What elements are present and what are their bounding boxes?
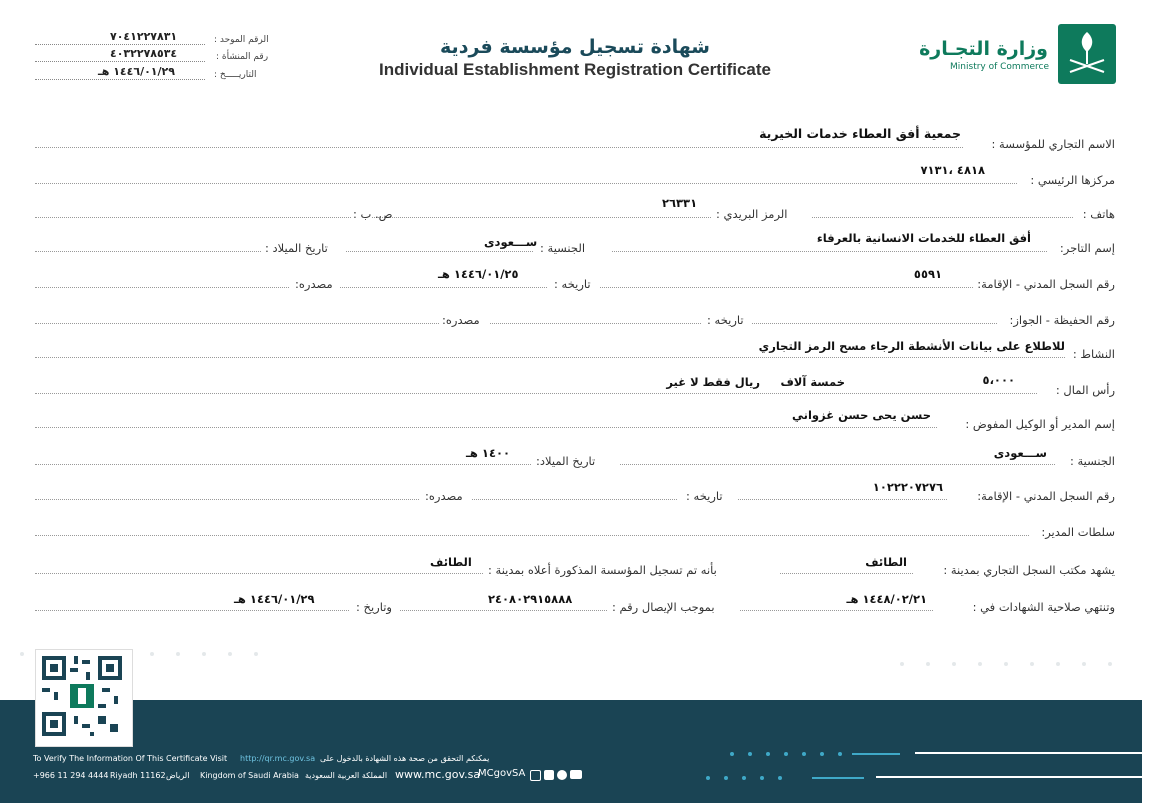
dotted-line (35, 287, 289, 288)
dotted-line (35, 323, 439, 324)
manager-value: حسن يحى حسن غزواني (792, 408, 931, 422)
footer-city-en: Riyadh 11162 (110, 771, 166, 780)
manager-birth-value: ١٤٠٠ هـ (466, 446, 510, 460)
dotted-line (35, 357, 1065, 358)
dotted-line (35, 464, 531, 465)
dotted-line (812, 217, 1073, 218)
receipt-date-value: ١٤٤٦/٠١/٢٩ هـ (234, 592, 315, 606)
dotted-line (35, 44, 205, 45)
footer-decorative-line (876, 776, 1142, 778)
dotted-line (35, 610, 349, 611)
footer-decorative-line (852, 753, 900, 755)
manager-civil-source-label: مصدره: (425, 489, 463, 503)
civil-registry-value: ٥٥٩١ (913, 267, 942, 281)
phone-label: هاتف : (1082, 207, 1115, 221)
merchant-value: أفق العطاء للخدمات الانسانية بالعرفاء (816, 231, 1031, 245)
twitter-icon[interactable] (557, 770, 567, 780)
dotted-line (35, 61, 205, 62)
dotted-line (740, 610, 933, 611)
civil-registry-label: رقم السجل المدني - الإقامة: (977, 277, 1115, 291)
establishment-number-label: رقم المنشأة : (216, 52, 269, 62)
expiry-value: ١٤٤٨/٠٢/٢١ هـ (846, 592, 927, 606)
saudi-emblem-icon (1058, 24, 1116, 84)
passport-label: رقم الحفيظة - الجواز: (1009, 313, 1115, 327)
passport-source-label: مصدره: (442, 313, 480, 327)
dotted-line (738, 499, 947, 500)
dotted-line (400, 610, 607, 611)
dotted-line (620, 464, 1055, 465)
footer-social-handle[interactable]: MCgovSA (478, 768, 526, 779)
footer-city-ar: الرياض (166, 771, 190, 780)
trade-name-value: جمعية أفق العطاء خدمات الخيرية (759, 126, 961, 141)
dotted-line (780, 573, 913, 574)
establishment-number-value: ٤٠٣٢٢٧٨٥٣٤ (110, 47, 178, 60)
registered-value: الطائف (430, 555, 472, 569)
nationality-label: الجنسية : (540, 241, 586, 255)
dotted-line (35, 573, 483, 574)
civil-source-label: مصدره: (295, 277, 333, 291)
capital-words: خمسة آلاف (780, 375, 845, 389)
instagram-icon[interactable] (530, 770, 541, 781)
merchant-label: إسم التاجر: (1059, 241, 1115, 255)
dotted-line (35, 499, 419, 500)
manager-civil-value: ١٠٢٢٢٠٧٢٧٦ (872, 480, 943, 494)
postal-code-label: الرمز البريدي : (716, 207, 788, 221)
facebook-icon[interactable] (544, 770, 554, 780)
ministry-name-ar: وزارة التجـارة (919, 38, 1048, 60)
dotted-line (35, 427, 937, 428)
capital-currency: ريال فقط لا غير (666, 375, 760, 389)
manager-birth-label: تاريخ الميلاد: (536, 454, 596, 468)
verify-url-link[interactable]: http://qr.mc.gov.sa (240, 754, 316, 763)
receipt-date-label: وتاريخ : (356, 600, 392, 614)
manager-label: إسم المدير أو الوكيل المفوض : (965, 417, 1115, 431)
ministry-name-en: Ministry of Commerce (950, 62, 1049, 72)
footer-website-link[interactable]: www.mc.gov.sa (395, 768, 481, 781)
dotted-line (490, 323, 701, 324)
certificate-title-en: Individual Establishment Registration Certificate (378, 60, 772, 79)
expiry-label: وتنتهي صلاحية الشهادات في : (972, 600, 1115, 614)
manager-nationality-value: ســـعودى (993, 446, 1047, 460)
pobox-label: ص. ب : (353, 207, 393, 221)
decorative-dots (900, 662, 1112, 666)
footer-decorative-line (915, 752, 1142, 754)
date-value: ١٤٤٦/٠١/٢٩ هـ (98, 65, 175, 78)
dotted-line (35, 183, 1017, 184)
dotted-line (35, 535, 1029, 536)
capital-label: رأس المال : (1055, 383, 1115, 397)
dotted-line (35, 79, 205, 80)
hq-label: مركزها الرئيسي : (1030, 173, 1115, 187)
qr-code-icon[interactable] (36, 650, 132, 746)
footer-decorative-line (812, 777, 864, 779)
civil-date-value: ١٤٤٦/٠١/٢٥ هـ (438, 267, 519, 281)
postal-code-value: ٢٦٣٣١ (662, 196, 698, 210)
dotted-line (35, 393, 1037, 394)
dotted-line (372, 217, 711, 218)
footer-decorative-dots (730, 752, 842, 756)
office-value: الطائف (865, 555, 907, 569)
receipt-label: بموجب الإيصال رقم : (612, 600, 715, 614)
birthdate-label: تاريخ الميلاد : (265, 241, 328, 255)
unified-number-value: ٧٠٤١٢٢٧٨٣١ (110, 30, 178, 43)
passport-date-label: تاريخه : (707, 313, 744, 327)
civil-date-label: تاريخه : (554, 277, 591, 291)
dotted-line (346, 251, 533, 252)
dotted-line (472, 499, 677, 500)
activity-value: للاطلاع على بيانات الأنشطة الرجاء مسح الرمز التجاري (758, 339, 1065, 353)
date-label: التاريـــــخ : (214, 70, 257, 80)
unified-number-label: الرقم الموحد : (214, 35, 269, 45)
activity-label: النشاط : (1072, 347, 1115, 361)
dotted-line (612, 251, 1047, 252)
trade-name-label: الاسم التجاري للمؤسسة : (991, 137, 1115, 151)
dotted-line (35, 251, 261, 252)
manager-civil-label: رقم السجل المدني - الإقامة: (977, 489, 1115, 503)
manager-civil-date-label: تاريخه : (686, 489, 723, 503)
registered-label: بأنه تم تسجيل المؤسسة المذكورة أعلاه بمدينة : (488, 563, 717, 577)
office-label: يشهد مكتب السجل التجاري بمدينة : (943, 563, 1115, 577)
dotted-line (600, 287, 973, 288)
verify-text-en: To Verify The Information Of This Certificate Visit (33, 754, 228, 763)
capital-value: ٥،٠٠٠ (982, 373, 1015, 387)
certificate-title-ar: شهادة تسجيل مؤسسة فردية (440, 36, 710, 58)
dotted-line (35, 217, 351, 218)
footer-kingdom-ar: المملكة العربية السعودية (305, 771, 388, 780)
manager-powers-label: سلطات المدير: (1041, 525, 1115, 539)
youtube-icon[interactable] (570, 770, 582, 779)
dotted-line (35, 147, 963, 148)
dotted-line (752, 323, 997, 324)
dotted-line (340, 287, 547, 288)
footer-phone: +966 11 294 4444 (33, 771, 109, 780)
nationality-value: ســـعودى (484, 235, 538, 249)
hq-value: ٤٨١٨ ،٧١٣١ (920, 163, 985, 177)
manager-nationality-label: الجنسية : (1069, 454, 1115, 468)
verify-text-ar: يمكنكم التحقق من صحة هذه الشهادة بالدخول على (320, 754, 490, 763)
social-icons (530, 770, 582, 781)
receipt-value: ٢٤٠٨٠٢٩١٥٨٨٨ (488, 592, 573, 606)
footer-decorative-dots (706, 776, 782, 780)
footer-kingdom-en: Kingdom of Saudi Arabia (200, 771, 299, 780)
